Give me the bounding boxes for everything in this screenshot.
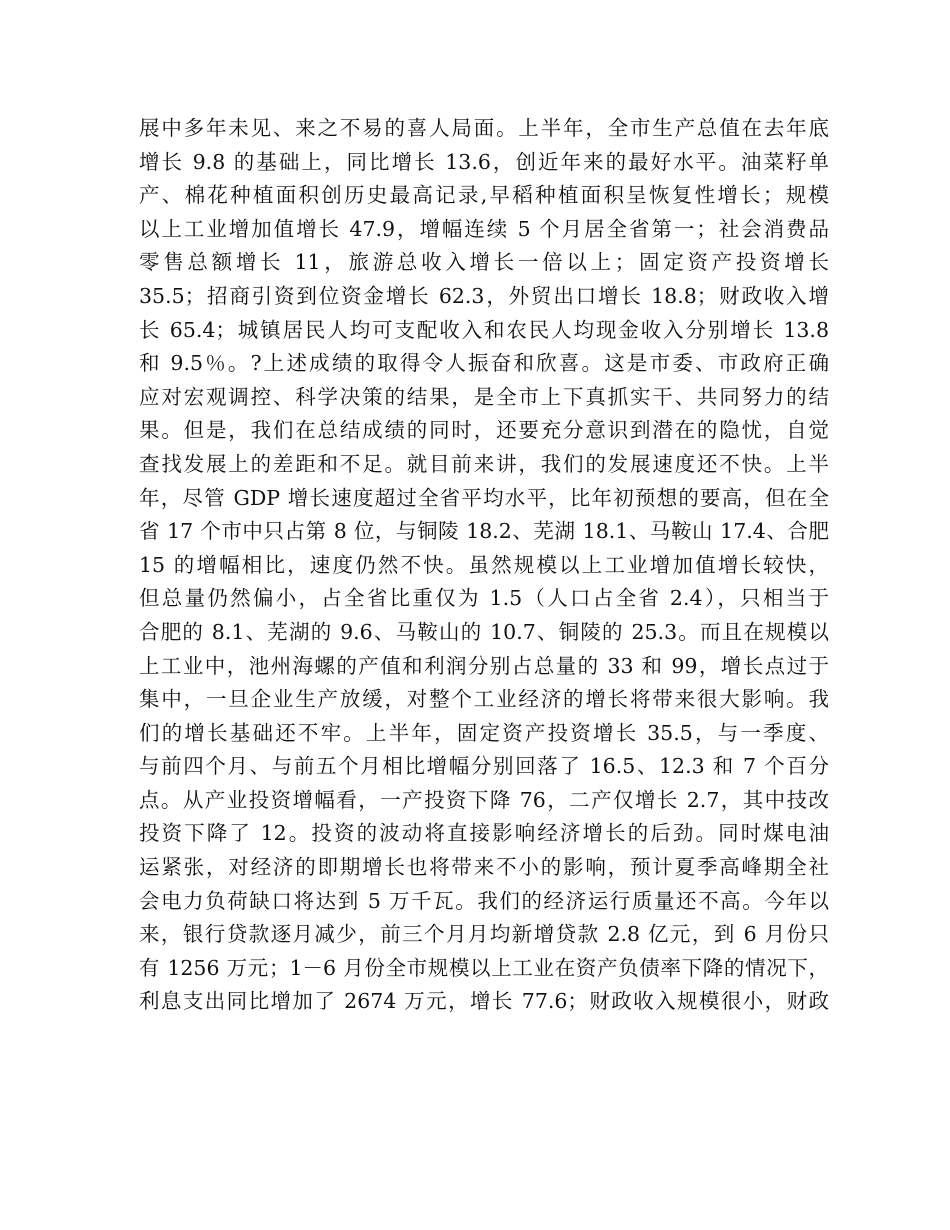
text-line: 有 1256 万元；1－6 月份全市规模以上工业在资产负债率下降的情况下， bbox=[139, 955, 829, 980]
body-text bbox=[139, 112, 829, 1019]
text-line: 集中，一旦企业生产放缓，对整个工业经济的增长将带来很大影响。我 bbox=[139, 687, 829, 712]
text-line: 省 17 个市中只占第 8 位，与铜陵 18.2、芜湖 18.1、马鞍山 17.4、合肥 bbox=[139, 519, 829, 544]
text-line: 展中多年未见、来之不易的喜人局面。上半年，全市生产总值在去年底 bbox=[139, 116, 829, 140]
text-line: 零售总额增长 11，旅游总收入增长一倍以上；固定资产投资增长 bbox=[139, 250, 829, 275]
text-line: 会电力负荷缺口将达到 5 万千瓦。我们的经济运行质量还不高。今年以 bbox=[139, 888, 829, 913]
text-line: 以上工业增加值增长 47.9，增幅连续 5 个月居全省第一；社会消费品 bbox=[139, 216, 829, 241]
text-line: 运紧张，对经济的即期增长也将带来不小的影响，预计夏季高峰期全社 bbox=[139, 855, 829, 880]
text-line: 投资下降了 12。投资的波动将直接影响经济增长的后劲。同时煤电油 bbox=[139, 821, 829, 846]
text-line: 35.5；招商引资到位资金增长 62.3，外贸出口增长 18.8；财政收入增 bbox=[139, 283, 829, 308]
text-line: 们的增长基础还不牢。上半年，固定资产投资增长 35.5，与一季度、 bbox=[139, 720, 829, 745]
text-line: 长 65.4；城镇居民人均可支配收入和农民人均现金收入分别增长 13.8 bbox=[139, 317, 829, 342]
text-line: 年，尽管 GDP 增长速度超过全省平均水平，比年初预想的要高，但在全 bbox=[139, 485, 829, 510]
text-line: 和 9.5％。?上述成绩的取得令人振奋和欣喜。这是市委、市政府正确 bbox=[139, 351, 829, 376]
text-line: 15 的增幅相比，速度仍然不快。虽然规模以上工业增加值增长较快， bbox=[139, 552, 829, 577]
text-line: 来，银行贷款逐月减少，前三个月月均新增贷款 2.8 亿元，到 6 月份只 bbox=[139, 922, 829, 947]
text-line: 增长 9.8 的基础上，同比增长 13.6，创近年来的最好水平。油菜籽单 bbox=[139, 149, 829, 174]
text-line: 利息支出同比增加了 2674 万元，增长 77.6；财政收入规模很小，财政 bbox=[139, 989, 829, 1014]
text-line: 点。从产业投资增幅看，一产投资下降 76，二产仅增长 2.7，其中技改 bbox=[139, 787, 829, 812]
text-line: 应对宏观调控、科学决策的结果，是全市上下真抓实干、共同努力的结 bbox=[139, 384, 829, 409]
text-line: 上工业中，池州海螺的产值和利润分别占总量的 33 和 99，增长点过于 bbox=[139, 653, 829, 678]
text-line: 但总量仍然偏小，占全省比重仅为 1.5（人口占全省 2.4），只相当于 bbox=[139, 586, 829, 611]
text-line: 与前四个月、与前五个月相比增幅分别回落了 16.5、12.3 和 7 个百分 bbox=[139, 754, 829, 779]
text-line: 合肥的 8.1、芜湖的 9.6、马鞍山的 10.7、铜陵的 25.3。而且在规模以 bbox=[139, 619, 829, 644]
text-line: 产、棉花种植面积创历史最高记录,早稻种植面积呈恢复性增长；规模 bbox=[139, 183, 829, 208]
text-line: 果。但是，我们在总结成绩的同时，还要充分意识到潜在的隐忧，自觉 bbox=[139, 418, 829, 443]
text-line: 查找发展上的差距和不足。就目前来讲，我们的发展速度还不快。上半 bbox=[139, 451, 829, 476]
